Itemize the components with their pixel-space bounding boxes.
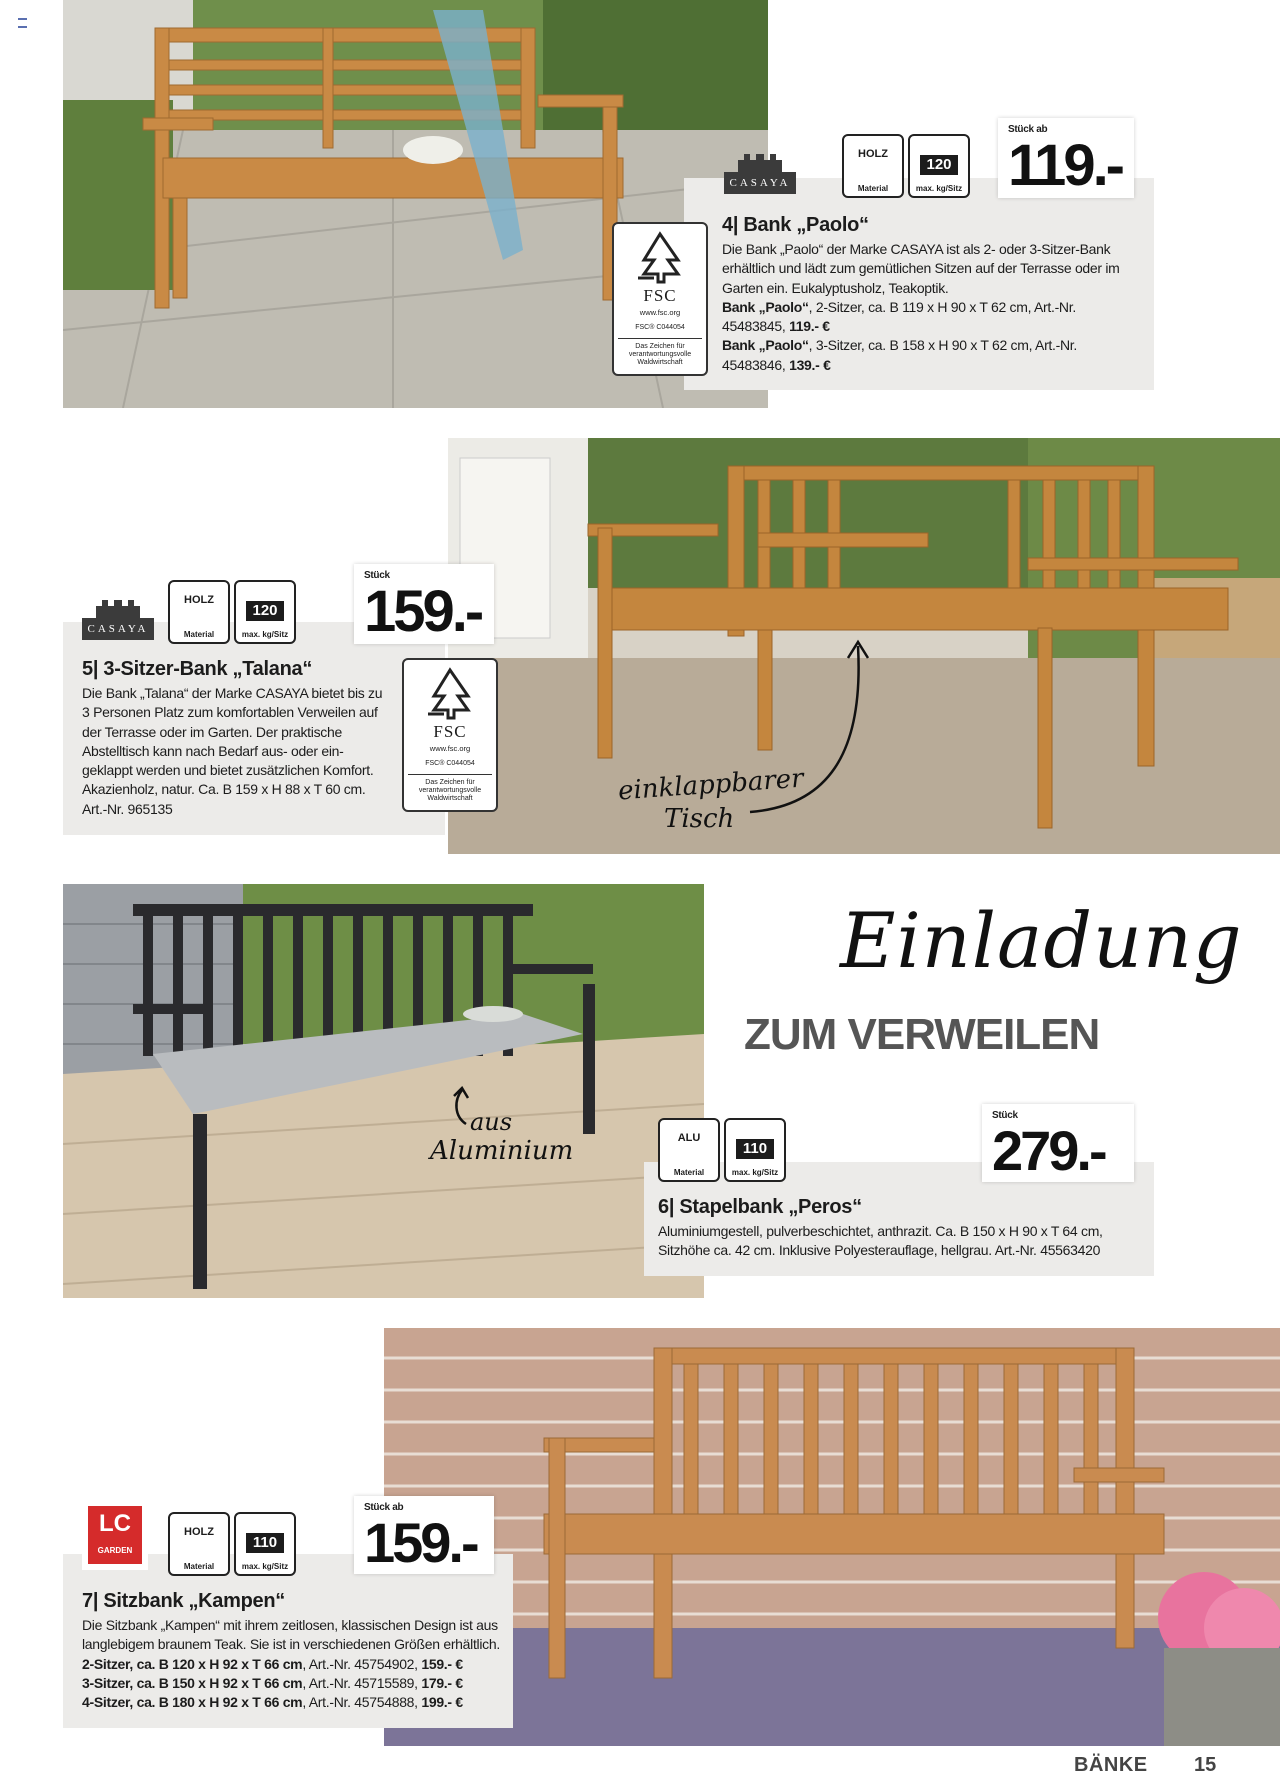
weight-badge — [724, 1118, 786, 1182]
fsc-url: www.fsc.org — [639, 308, 681, 317]
variant-price: 139.- € — [789, 356, 831, 373]
fsc-code: FSC® C044054 — [425, 760, 475, 767]
price-value: 159.- — [364, 1511, 477, 1574]
product-5-price-box — [354, 564, 494, 644]
fsc-tree-icon — [630, 230, 690, 286]
price-value: 119.- — [1008, 133, 1122, 198]
variant-price: 199.- € — [421, 1694, 463, 1711]
material-badge — [842, 134, 904, 198]
product-5-description: Die Bank „Talana“ der Marke CASAYA bietet bis zu 3 Personen Platz zum komfortablen Verweilen auf der Terrasse oder im Garten. Der praktische Abstelltisch kann nach Bedarf aus- oder ein-geklappt werden und bietet zusätzlichen Komfort. Akazienholz, natur. Ca. B 159 x H 88 x T 60 cm. Art.-Nr. 965135 — [82, 685, 383, 817]
variant-text: , Art.-Nr. 45715589, — [302, 1674, 422, 1691]
material-badge — [658, 1118, 720, 1182]
fsc-url: www.fsc.org — [429, 744, 471, 753]
material-badge-label: Material — [183, 1562, 215, 1571]
fsc-note: Das Zeichen für verantwortungsvolle Waldwirtschaft — [408, 774, 492, 803]
variant-price: 179.- € — [421, 1674, 463, 1691]
product-4-description — [722, 240, 1132, 375]
variant-name: 2-Sitzer, ca. B 120 x H 92 x T 66 cm — [82, 1655, 303, 1672]
weight-badge — [234, 1512, 296, 1576]
handwritten-note: Tisch — [664, 804, 735, 834]
fsc-note: Das Zeichen für verantwortungsvolle Waldwirtschaft — [618, 338, 702, 367]
lc-garden-logo — [82, 1500, 148, 1570]
product-7-price-box — [354, 1496, 494, 1574]
product-7-desc-text: Die Sitzbank „Kampen“ mit ihrem zeitlosen, klassischen Design ist aus langlebigem braunem Teak. Sie ist in verschiedenen Größen erhältlich. — [82, 1617, 500, 1653]
fsc-tree-icon — [420, 666, 480, 722]
headline-bold: ZUM VERWEILEN — [744, 1010, 1100, 1059]
footer-section-label: BÄNKE — [1074, 1754, 1148, 1776]
bench-peros-photo — [63, 884, 704, 1298]
variant-name: 4-Sitzer, ca. B 180 x H 92 x T 66 cm — [82, 1694, 303, 1711]
weight-badge-value: 120 — [252, 602, 278, 619]
product-5-title: 5| 3-Sitzer-Bank „Talana“ — [82, 658, 313, 680]
casaya-logo — [82, 600, 154, 640]
arrow-icon — [448, 1086, 478, 1126]
variant-name: Bank „Paolo“ — [722, 337, 809, 354]
variant-name: Bank „Paolo“ — [722, 298, 809, 315]
weight-badge-value: 120 — [926, 156, 952, 173]
material-badge-label: Material — [673, 1168, 705, 1177]
variant-name: 3-Sitzer, ca. B 150 x H 92 x T 66 cm — [82, 1674, 303, 1691]
menu-lines-icon — [18, 18, 27, 28]
variant-text: , Art.-Nr. 45754902, — [302, 1655, 422, 1672]
weight-badge-value: 110 — [742, 1140, 768, 1157]
weight-icon — [920, 155, 958, 175]
material-badge-value: HOLZ — [858, 148, 888, 160]
fsc-name: FSC — [643, 286, 677, 305]
casaya-logo-text: CASAYA — [724, 172, 796, 194]
material-badge-value: HOLZ — [184, 1526, 214, 1538]
variant-text: , 2-Sitzer, ca. B 119 x H 90 x T 62 cm, Art.-Nr. 45483845, — [722, 298, 1076, 335]
product-7-title: 7| Sitzbank „Kampen“ — [82, 1590, 285, 1612]
product-7-description — [82, 1616, 502, 1712]
bench-kampen-photo — [384, 1328, 1280, 1746]
weight-badge-value: 110 — [252, 1534, 278, 1551]
page-number: 15 — [1194, 1754, 1217, 1776]
fsc-code: FSC® C044054 — [635, 324, 685, 331]
price-label: Stück — [364, 570, 390, 581]
material-badge-label: Material — [857, 184, 889, 193]
weight-badge-label: max. kg/Sitz — [241, 1562, 289, 1571]
weight-badge-label: max. kg/Sitz — [915, 184, 963, 193]
lc-garden-logo-text: GARDEN — [97, 1546, 133, 1555]
handwritten-note: einklappbarer — [617, 763, 805, 807]
material-badge-value: HOLZ — [184, 594, 214, 606]
price-value: 279.- — [992, 1119, 1105, 1182]
casaya-logo-text: CASAYA — [82, 618, 154, 640]
product-4-title: 4| Bank „Paolo“ — [722, 214, 869, 236]
handwritten-note: Aluminium — [430, 1136, 574, 1166]
product-6-description: Aluminiumgestell, pulverbeschichtet, anthrazit. Ca. B 150 x H 90 x T 64 cm, Sitzhöhe ca. 42 cm. Inklusive Polyesterauflage, hellgrau. Art.-Nr. 45563420 — [658, 1223, 1103, 1259]
product-4-desc-text: Die Bank „Paolo“ der Marke CASAYA ist als 2- oder 3-Sitzer-Bank erhältlich und lädt zum gemütlichen Sitzen auf der Terrasse oder im Garten ein. Eukalyptusholz, Teakoptik. — [722, 241, 1120, 296]
weight-icon — [246, 1533, 284, 1553]
product-6-title: 6| Stapelbank „Peros“ — [658, 1196, 862, 1218]
weight-badge — [234, 580, 296, 644]
variant-price: 119.- € — [789, 318, 830, 335]
arrow-icon — [746, 636, 876, 818]
variant-text: , 3-Sitzer, ca. B 158 x H 90 x T 62 cm, Art.-Nr. 45483846, — [722, 337, 1077, 373]
material-badge — [168, 1512, 230, 1576]
variant-price: 159.- € — [421, 1655, 463, 1672]
fsc-label — [612, 222, 708, 376]
handwritten-note: aus — [470, 1108, 513, 1136]
product-6-price-box — [982, 1104, 1134, 1182]
weight-badge-label: max. kg/Sitz — [241, 630, 289, 639]
price-label: Stück ab — [1008, 124, 1048, 135]
casaya-logo — [724, 154, 796, 194]
product-4-price-box — [998, 118, 1134, 198]
variant-text: , Art.-Nr. 45754888, — [302, 1694, 422, 1711]
weight-badge — [908, 134, 970, 198]
headline-script: Einladung — [840, 896, 1243, 985]
weight-icon — [246, 601, 284, 621]
price-value: 159.- — [364, 579, 482, 644]
material-badge-value: ALU — [677, 1132, 701, 1144]
material-badge — [168, 580, 230, 644]
price-label: Stück — [992, 1110, 1018, 1121]
price-label: Stück ab — [364, 1502, 404, 1513]
weight-icon — [736, 1139, 774, 1159]
weight-badge-label: max. kg/Sitz — [731, 1168, 779, 1177]
material-badge-label: Material — [183, 630, 215, 639]
fsc-label — [402, 658, 498, 812]
fsc-name: FSC — [433, 722, 467, 741]
lc-garden-logo-mark: LC — [99, 1510, 131, 1537]
